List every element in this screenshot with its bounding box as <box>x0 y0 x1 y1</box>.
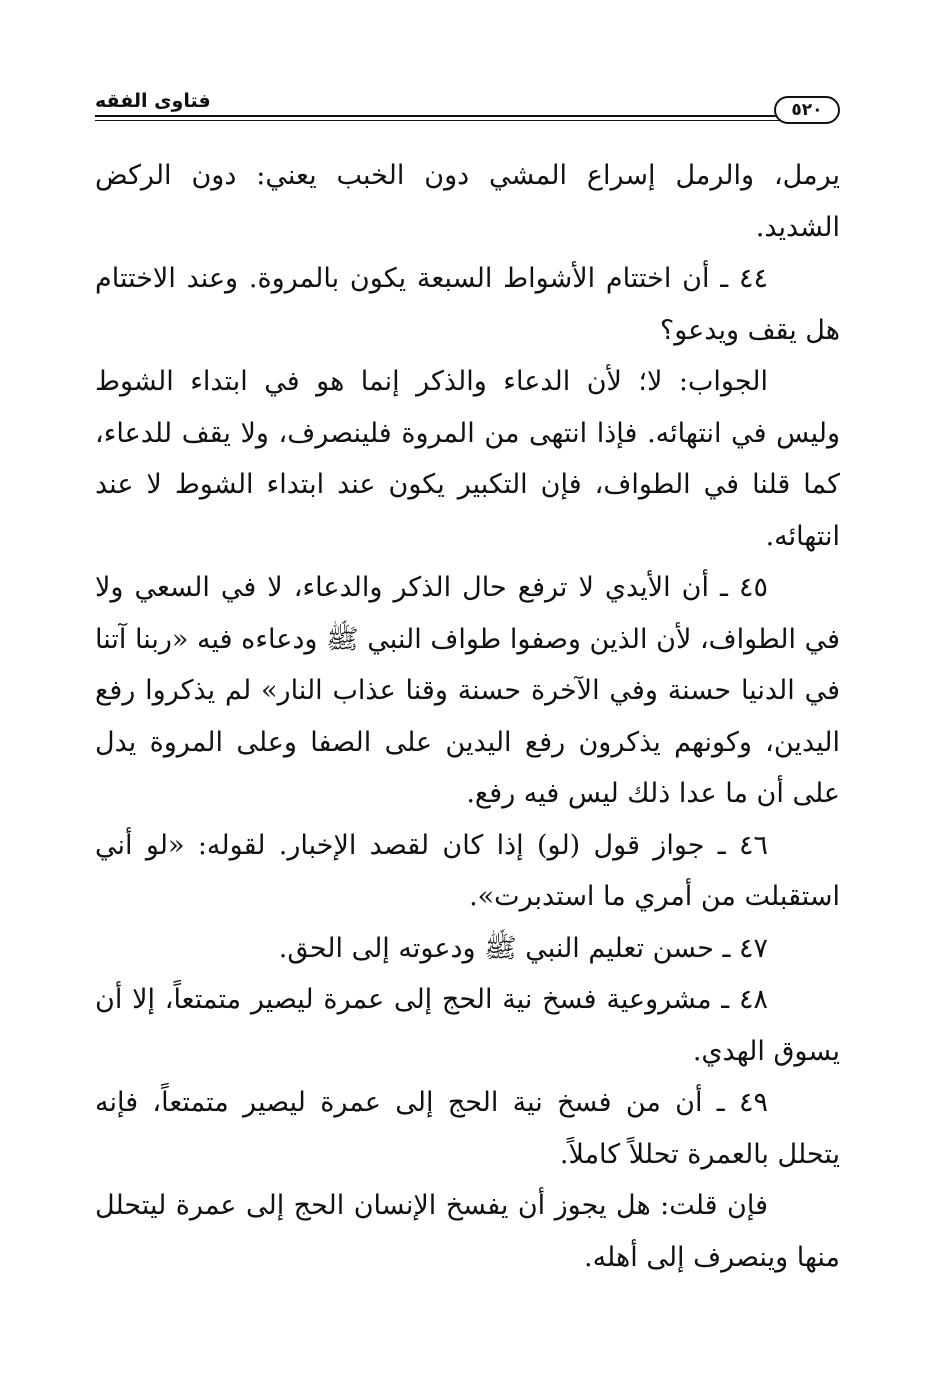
paragraph: ٤٧ ـ حسن تعليم النبي ﷺ ودعوته إلى الحق. <box>278 932 768 964</box>
paragraph: فإن قلت: هل يجوز أن يفسخ الإنسان الحج إلى عمرة ليتحلل منها وينصرف إلى أهله. <box>95 1190 840 1273</box>
paragraph: ٤٤ ـ أن اختتام الأشواط السبعة يكون بالمروة. وعند الاختتام هل يقف ويدعو؟ <box>95 263 840 346</box>
paragraph: الجواب: لا؛ لأن الدعاء والذكر إنما هو في ابتداء الشوط وليس في انتهائه. فإذا انتهى من المروة فلينصرف، ولا يقف للدعاء، كما قلنا في الطواف، فإن التكبير يكون عند ابتداء الشوط لا عند انتهائه. <box>95 366 841 552</box>
header-rule-thin <box>95 120 782 121</box>
page-number: ٥٢٠ <box>774 96 840 124</box>
paragraph: ٤٦ ـ جواز قول (لو) إذا كان لقصد الإخبار. لقوله: «لو أني استقبلت من أمري ما استدبرت». <box>95 829 840 912</box>
page-header <box>95 88 840 130</box>
paragraph: ٤٥ ـ أن الأيدي لا ترفع حال الذكر والدعاء، لا في السعي ولا في الطواف، لأن الذين وصفوا طواف النبي ﷺ ودعاءه فيه «ربنا آتنا في الدنيا حسنة وفي الآخرة حسنة وقنا عذاب النار» لم يذكروا رفع اليدين، وكونهم يذكرون رفع اليدين على الصفا وعلى المروة يدل على أن ما عدا ذلك ليس فيه رفع. <box>95 572 840 809</box>
header-rule-thick <box>95 115 782 117</box>
running-title: فتاوى الفقه <box>95 90 211 112</box>
paragraph: ٤٨ ـ مشروعية فسخ نية الحج إلى عمرة ليصير متمتعاً، إلا أن يسوق الهدي. <box>95 984 840 1067</box>
paragraph: يرمل، والرمل إسراع المشي دون الخبب يعني: دون الركض الشديد. <box>95 160 840 243</box>
paragraph: ٤٩ ـ أن من فسخ نية الحج إلى عمرة ليصير متمتعاً، فإنه يتحلل بالعمرة تحللاً كاملاً. <box>95 1087 840 1170</box>
page-body <box>95 150 840 1283</box>
